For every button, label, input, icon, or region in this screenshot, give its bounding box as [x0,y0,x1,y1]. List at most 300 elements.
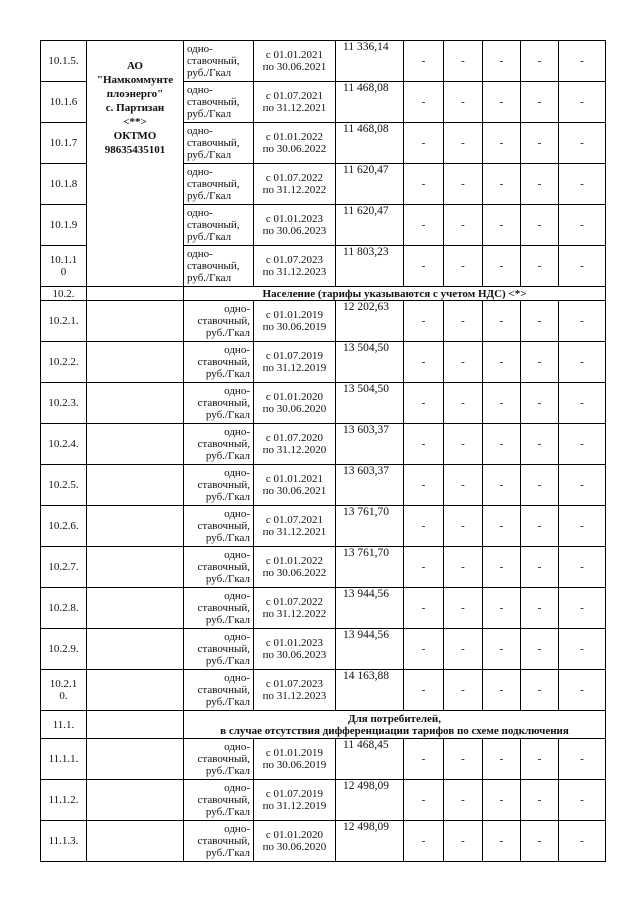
table-row [41,547,606,588]
unit-cell [184,301,254,342]
tariff-value: 13 504,50 [336,342,404,383]
row-number-text: 10.1.8 [49,178,78,190]
table-row [41,821,606,862]
unit-line: руб./Гкал [205,573,250,585]
period-line: с 01.07.2020 [265,432,324,444]
dash-cell: - [444,342,483,383]
unit-line: ставочный, [197,397,250,409]
dash-cell: - [559,506,606,547]
row-number-text: 10.2.3. [48,397,79,409]
period-cell [254,821,336,862]
tariff-value: 12 498,09 [336,821,404,862]
period-line: с 01.01.2023 [265,637,324,649]
section-title [184,711,606,739]
unit-cell [184,205,254,246]
row-number-text: 10.1.7 [49,137,78,149]
dash-cell: - [404,82,444,123]
dash-cell: - [483,821,521,862]
dash-cell: - [559,670,606,711]
unit-line: ставочный, [197,520,250,532]
dash-cell: - [404,780,444,821]
period-line: по 30.06.2022 [262,567,327,579]
period-line: с 01.01.2019 [265,747,324,759]
row-number-text: 11.1.3. [48,835,79,847]
period-line: по 31.12.2019 [262,800,327,812]
period-line: по 30.06.2019 [262,321,327,333]
period-line: с 01.01.2019 [265,309,324,321]
period-line: с 01.07.2022 [265,596,324,608]
unit-line: одно- [224,672,250,684]
row-number [41,123,87,164]
period-cell [254,342,336,383]
period-line: по 31.12.2021 [262,102,327,114]
period-cell [254,780,336,821]
table-row [41,41,606,82]
unit-line: ставочный, [197,438,250,450]
unit-line: одно- [224,467,250,479]
row-number-text: 11.1.1. [48,753,79,765]
dash-cell: - [483,780,521,821]
dash-cell: - [444,424,483,465]
unit-line: руб./Гкал [205,491,250,503]
dash-cell: - [483,123,521,164]
unit-cell [184,465,254,506]
organization-line: АО [127,60,143,72]
period-cell [254,41,336,82]
organization-line: "Намкоммунте [96,74,174,86]
row-number-text: 10.2.6. [48,520,79,532]
unit-line: одно- [187,248,213,260]
dash-cell: - [483,246,521,287]
tariff-value: 11 803,23 [336,246,404,287]
period-cell [254,246,336,287]
row-number-text: 0. [59,690,68,702]
organization-line: <**> [123,116,147,128]
dash-cell: - [404,424,444,465]
period-line: по 31.12.2020 [262,444,327,456]
dash-cell: - [521,670,559,711]
tariff-value: 13 944,56 [336,588,404,629]
tariff-value: 12 202,63 [336,301,404,342]
unit-line: одно- [224,741,250,753]
row-number [41,41,87,82]
dash-cell: - [404,123,444,164]
period-cell [254,205,336,246]
dash-cell: - [444,246,483,287]
unit-cell [184,821,254,862]
dash-cell: - [404,301,444,342]
row-number [41,465,87,506]
dash-cell: - [444,629,483,670]
table-row [41,301,606,342]
tariff-value: 11 468,45 [336,739,404,780]
dash-cell: - [444,547,483,588]
dash-cell: - [483,629,521,670]
section-number: 11.1. [41,711,87,739]
period-line: с 01.07.2019 [265,788,324,800]
organization-cell [87,41,184,287]
section-title-line: Для потребителей, [348,712,441,725]
dash-cell: - [404,739,444,780]
tariff-value: 11 620,47 [336,164,404,205]
period-line: по 30.06.2019 [262,759,327,771]
dash-cell: - [559,82,606,123]
dash-cell: - [559,547,606,588]
period-line: по 30.06.2021 [262,485,327,497]
period-line: по 31.12.2019 [262,362,327,374]
row-number [41,82,87,123]
dash-cell: - [483,301,521,342]
row-number [41,383,87,424]
dash-cell: - [483,739,521,780]
dash-cell: - [483,465,521,506]
row-number [41,246,87,287]
unit-line: руб./Гкал [187,190,232,202]
dash-cell: - [444,821,483,862]
table-row [41,588,606,629]
unit-line: ставочный, [197,643,250,655]
dash-cell: - [521,424,559,465]
period-line: по 30.06.2022 [262,143,327,155]
dash-cell: - [559,739,606,780]
unit-line: одно- [224,631,250,643]
tariff-value: 11 468,08 [336,123,404,164]
dash-cell: - [559,246,606,287]
dash-cell: - [444,739,483,780]
organization-line: ОКТМО [113,130,157,142]
dash-cell: - [444,465,483,506]
row-number-text: 10.1.1 [49,254,78,266]
unit-line: ставочный, [187,55,240,67]
unit-cell [184,246,254,287]
tariff-value: 11 336,14 [336,41,404,82]
unit-line: одно- [224,303,250,315]
period-line: с 01.01.2020 [265,829,324,841]
unit-line: руб./Гкал [205,655,250,667]
dash-cell: - [444,780,483,821]
period-cell [254,164,336,205]
unit-cell [184,424,254,465]
dash-cell: - [483,41,521,82]
section-row [41,711,606,739]
period-line: по 31.12.2021 [262,526,327,538]
period-line: по 30.06.2020 [262,841,327,853]
row-number [41,547,87,588]
dash-cell: - [521,301,559,342]
row-number-text: 10.2.4. [48,438,79,450]
unit-line: руб./Гкал [187,67,232,79]
period-cell [254,383,336,424]
unit-cell [184,547,254,588]
dash-cell: - [404,465,444,506]
unit-line: одно- [224,344,250,356]
table-row [41,739,606,780]
dash-cell: - [559,41,606,82]
dash-cell: - [404,588,444,629]
dash-cell: - [483,342,521,383]
row-number-text: 10.2.1 [49,678,78,690]
period-line: с 01.01.2022 [265,555,324,567]
unit-cell [184,629,254,670]
unit-cell [184,342,254,383]
unit-cell [184,383,254,424]
organization-line: плоэнерго" [106,88,164,100]
unit-line: одно- [187,125,213,137]
unit-line: руб./Гкал [205,806,250,818]
row-number [41,670,87,711]
period-line: с 01.01.2023 [265,213,324,225]
tariff-value: 13 761,70 [336,506,404,547]
tariff-value: 12 498,09 [336,780,404,821]
dash-cell: - [483,588,521,629]
unit-line: руб./Гкал [205,532,250,544]
dash-cell: - [404,41,444,82]
table-row [41,424,606,465]
row-number-text: 10.1.5. [48,55,79,67]
dash-cell: - [559,301,606,342]
dash-cell: - [521,164,559,205]
unit-line: ставочный, [197,794,250,806]
period-cell [254,465,336,506]
tariff-value: 13 504,50 [336,383,404,424]
dash-cell: - [521,41,559,82]
row-number [41,629,87,670]
unit-cell [184,780,254,821]
period-cell [254,506,336,547]
period-line: с 01.07.2021 [265,90,324,102]
row-number-text: 11.1.2. [48,794,79,806]
unit-line: ставочный, [197,684,250,696]
dash-cell: - [483,670,521,711]
dash-cell: - [404,164,444,205]
dash-cell: - [559,588,606,629]
row-number [41,588,87,629]
period-cell [254,424,336,465]
period-line: с 01.01.2020 [265,391,324,403]
dash-cell: - [521,588,559,629]
table-row [41,342,606,383]
dash-cell: - [559,383,606,424]
period-line: с 01.07.2021 [265,514,324,526]
row-number [41,506,87,547]
table-row [41,629,606,670]
row-number-text: 10.2.8. [48,602,79,614]
dash-cell: - [521,821,559,862]
unit-line: руб./Гкал [205,765,250,777]
dash-cell: - [404,821,444,862]
unit-line: ставочный, [197,356,250,368]
dash-cell: - [483,506,521,547]
unit-cell [184,588,254,629]
unit-line: руб./Гкал [187,231,232,243]
row-number-text: 10.1.6 [49,96,78,108]
period-line: по 30.06.2023 [262,649,327,661]
unit-line: одно- [224,426,250,438]
period-cell [254,123,336,164]
dash-cell: - [521,246,559,287]
unit-line: руб./Гкал [187,108,232,120]
dash-cell: - [404,246,444,287]
dash-cell: - [404,383,444,424]
dash-cell: - [444,205,483,246]
unit-line: руб./Гкал [205,450,250,462]
dash-cell: - [444,164,483,205]
dash-cell: - [521,82,559,123]
table-row [41,670,606,711]
dash-cell: - [521,629,559,670]
dash-cell: - [483,82,521,123]
dash-cell: - [521,506,559,547]
unit-line: ставочный, [187,137,240,149]
dash-cell: - [559,424,606,465]
unit-cell [184,164,254,205]
unit-line: одно- [224,590,250,602]
unit-line: ставочный, [197,602,250,614]
period-line: по 31.12.2022 [262,608,327,620]
dash-cell: - [559,465,606,506]
table-row [41,383,606,424]
dash-cell: - [404,629,444,670]
unit-cell [184,123,254,164]
unit-line: ставочный, [197,561,250,573]
section-row [41,287,606,301]
period-line: по 31.12.2022 [262,184,327,196]
dash-cell: - [559,164,606,205]
row-number-text: 10.2.1. [48,315,79,327]
tariff-table [40,40,606,862]
unit-cell [184,739,254,780]
period-line: по 30.06.2023 [262,225,327,237]
unit-line: одно- [224,782,250,794]
dash-cell: - [559,342,606,383]
unit-line: руб./Гкал [205,696,250,708]
row-number-text: 10.2.5. [48,479,79,491]
unit-line: ставочный, [197,315,250,327]
row-number-text: 10.2.7. [48,561,79,573]
dash-cell: - [521,547,559,588]
dash-cell: - [444,588,483,629]
row-number [41,342,87,383]
unit-line: руб./Гкал [187,149,232,161]
section-number: 10.2. [41,287,87,301]
unit-line: руб./Гкал [205,614,250,626]
dash-cell: - [521,205,559,246]
period-line: с 01.01.2021 [265,473,324,485]
unit-line: ставочный, [187,96,240,108]
period-line: с 01.07.2023 [265,254,324,266]
dash-cell: - [521,383,559,424]
unit-line: одно- [224,549,250,561]
row-number [41,821,87,862]
row-number-text: 10.2.9. [48,643,79,655]
period-line: по 31.12.2023 [262,266,327,278]
period-line: с 01.01.2022 [265,131,324,143]
dash-cell: - [404,342,444,383]
dash-cell: - [404,547,444,588]
period-line: с 01.07.2023 [265,678,324,690]
dash-cell: - [559,780,606,821]
unit-line: ставочный, [197,835,250,847]
unit-line: ставочный, [187,178,240,190]
dash-cell: - [521,739,559,780]
unit-line: одно- [187,207,213,219]
row-number [41,205,87,246]
unit-line: руб./Гкал [205,327,250,339]
dash-cell: - [521,342,559,383]
unit-line: руб./Гкал [205,409,250,421]
period-line: с 01.01.2021 [265,49,324,61]
row-number-text: 0 [60,266,67,278]
tariff-value: 13 944,56 [336,629,404,670]
tariff-value: 14 163,88 [336,670,404,711]
unit-line: одно- [224,385,250,397]
table-row [41,465,606,506]
unit-line: одно- [224,823,250,835]
period-line: с 01.07.2022 [265,172,324,184]
dash-cell: - [444,383,483,424]
dash-cell: - [483,205,521,246]
unit-line: ставочный, [197,753,250,765]
unit-line: руб./Гкал [205,847,250,859]
dash-cell: - [559,629,606,670]
row-number [41,424,87,465]
tariff-value: 13 603,37 [336,465,404,506]
unit-cell [184,670,254,711]
tariff-value: 13 603,37 [336,424,404,465]
dash-cell: - [483,164,521,205]
unit-line: руб./Гкал [205,368,250,380]
dash-cell: - [521,780,559,821]
tariff-value: 13 761,70 [336,547,404,588]
unit-line: ставочный, [187,260,240,272]
unit-cell [184,82,254,123]
tariff-value: 11 468,08 [336,82,404,123]
unit-cell [184,41,254,82]
dash-cell: - [521,465,559,506]
dash-cell: - [521,123,559,164]
dash-cell: - [559,123,606,164]
dash-cell: - [444,123,483,164]
unit-cell [184,506,254,547]
dash-cell: - [559,821,606,862]
dash-cell: - [444,670,483,711]
dash-cell: - [404,506,444,547]
period-cell [254,82,336,123]
organization-line: 98635435101 [104,144,166,156]
tariff-value: 11 620,47 [336,205,404,246]
dash-cell: - [444,506,483,547]
table-row [41,780,606,821]
period-line: по 30.06.2020 [262,403,327,415]
period-line: с 01.07.2019 [265,350,324,362]
period-cell [254,670,336,711]
row-number [41,301,87,342]
section-title: Население (тарифы указываются с учетом НДС) <*> [184,287,606,301]
table-row [41,506,606,547]
period-cell [254,301,336,342]
period-cell [254,588,336,629]
row-number-text: 10.2.2. [48,356,79,368]
dash-cell: - [483,424,521,465]
period-line: по 31.12.2023 [262,690,327,702]
unit-line: одно- [187,43,213,55]
unit-line: одно- [187,166,213,178]
dash-cell: - [483,547,521,588]
row-number [41,780,87,821]
dash-cell: - [444,82,483,123]
dash-cell: - [444,301,483,342]
dash-cell: - [483,383,521,424]
